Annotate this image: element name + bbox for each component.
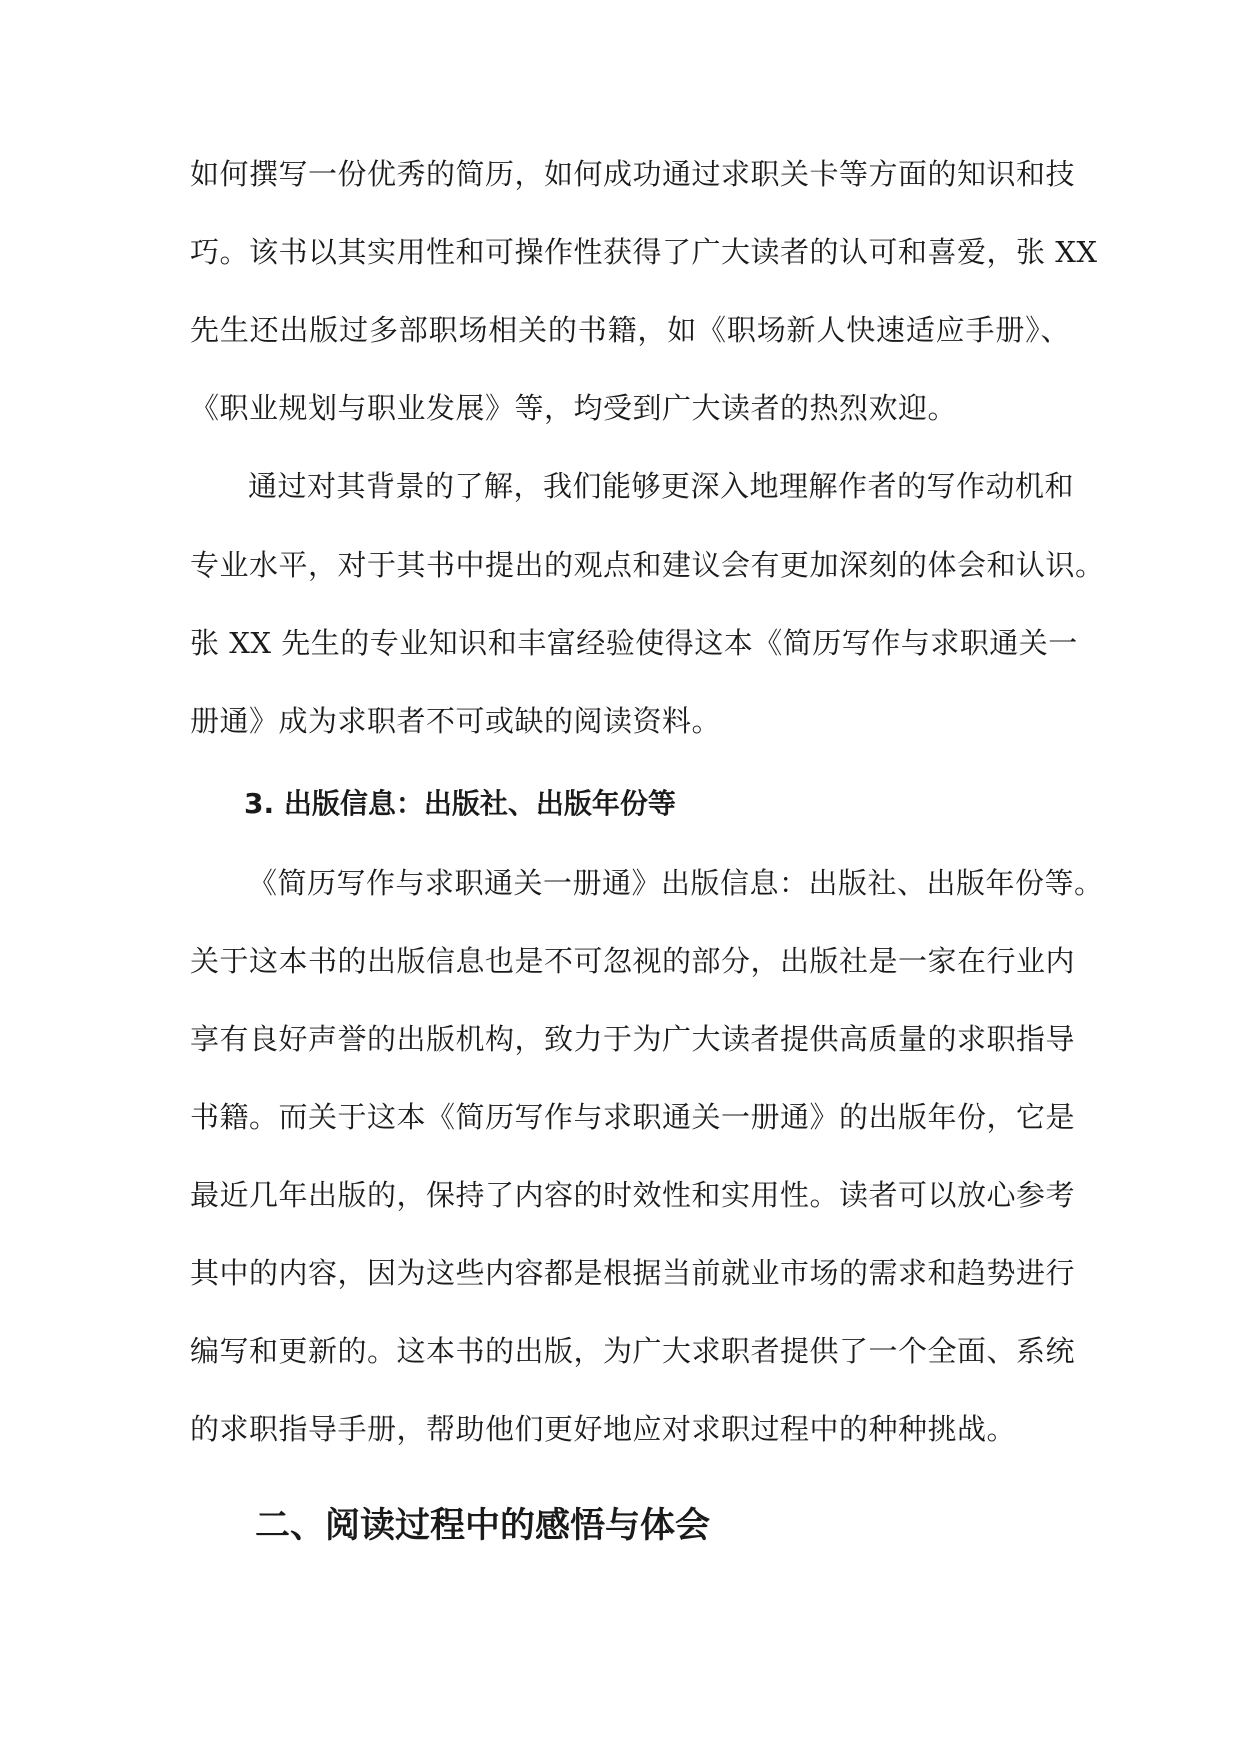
- paragraph-line: 通过对其背景的了解，我们能够更深入地理解作者的写作动机和: [248, 469, 1075, 503]
- paragraph-line: 《简历写作与求职通关一册通》出版信息：出版社、出版年份等。: [248, 866, 1104, 900]
- paragraph-line: 的求职指导手册，帮助他们更好地应对求职过程中的种种挑战。: [190, 1412, 1017, 1446]
- paragraph-line: 册通》成为求职者不可或缺的阅读资料。: [190, 704, 722, 738]
- paragraph-line: 如何撰写一份优秀的简历，如何成功通过求职关卡等方面的知识和技: [190, 157, 1076, 191]
- paragraph-line: 《职业规划与职业发展》等，均受到广大读者的热烈欢迎。: [190, 391, 958, 425]
- paragraph-line: 最近几年出版的，保持了内容的时效性和实用性。读者可以放心参考: [190, 1178, 1076, 1212]
- paragraph-line: 专业水平，对于其书中提出的观点和建议会有更加深刻的体会和认识。: [190, 548, 1105, 582]
- paragraph-line: 巧。该书以其实用性和可操作性获得了广大读者的认可和喜爱，张 XX: [190, 235, 1098, 269]
- paragraph-line: 先生还出版过多部职场相关的书籍，如《职场新人快速适应手册》、: [190, 313, 1070, 347]
- paragraph-line: 编写和更新的。这本书的出版，为广大求职者提供了一个全面、系统: [190, 1334, 1076, 1368]
- paragraph-line: 享有良好声誉的出版机构，致力于为广大读者提供高质量的求职指导: [190, 1022, 1076, 1056]
- section-heading: 3. 出版信息：出版社、出版年份等: [244, 787, 676, 820]
- paragraph-line: 书籍。而关于这本《简历写作与求职通关一册通》的出版年份，它是: [190, 1100, 1076, 1134]
- paragraph-line: 关于这本书的出版信息也是不可忽视的部分，出版社是一家在行业内: [190, 944, 1076, 978]
- chapter-heading: 二、阅读过程中的感悟与体会: [255, 1506, 711, 1546]
- paragraph-line: 张 XX 先生的专业知识和丰富经验使得这本《简历写作与求职通关一: [190, 626, 1078, 660]
- paragraph-line: 其中的内容，因为这些内容都是根据当前就业市场的需求和趋势进行: [190, 1256, 1076, 1290]
